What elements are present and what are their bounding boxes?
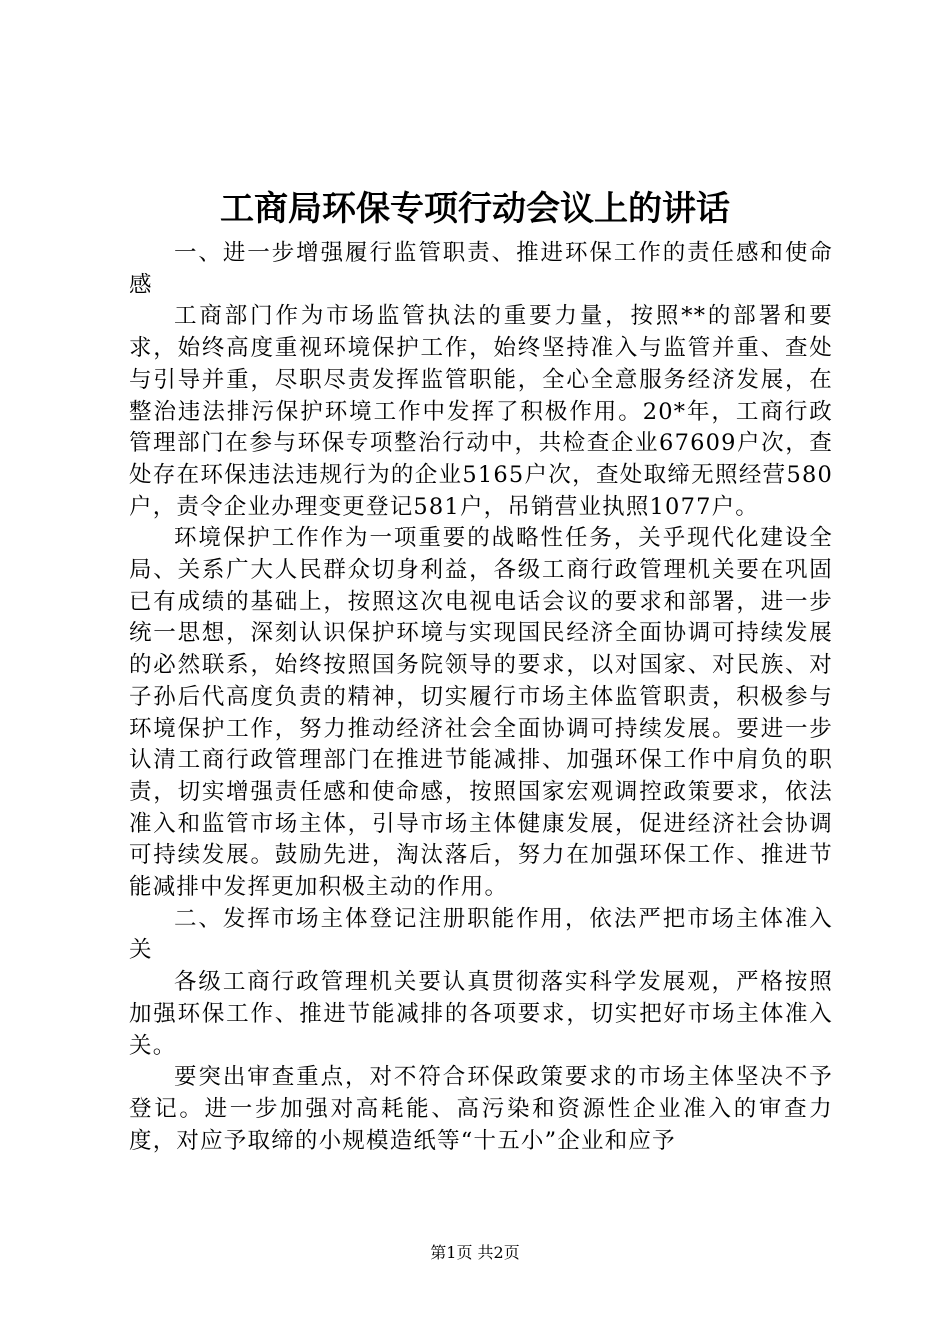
section-heading-1: 一、进一步增强履行监管职责、推进环保工作的责任感和使命感 xyxy=(129,240,833,298)
document-title: 工商局环保专项行动会议上的讲话 xyxy=(220,189,730,229)
body-paragraph: 要突出审查重点，对不符合环保政策要求的市场主体坚决不予登记。进一步加强对高耗能、高污染和资源性企业准入的审查力度，对应予取缔的小规模造纸等“十五小”企业和应予 xyxy=(129,1064,833,1154)
body-paragraph: 工商部门作为市场监管执法的重要力量，按照**的部署和要求，始终高度重视环境保护工作，始终坚持准入与监管并重、查处与引导并重，尽职尽责发挥监管职能，全心全意服务经济发展，在整治违法排污保护环境工作中发挥了积极作用。20*年，工商行政管理部门在参与环保专项整治行动中，共检查企业67609户次，查处存在环保违法违规行为的企业5165户次，查处取缔无照经营580户，责令企业办理变更登记581户，吊销营业执照1077户。 xyxy=(129,303,833,520)
section-heading-2: 二、发挥市场主体登记注册职能作用，依法严把市场主体准入关 xyxy=(129,905,833,964)
document-body xyxy=(129,238,833,1157)
body-paragraph: 环境保护工作作为一项重要的战略性任务，关乎现代化建设全局、关系广大人民群众切身利益，各级工商行政管理机关要在巩固已有成绩的基础上，按照这次电视电话会议的要求和部署，进一步统一思想，深刻认识保护环境与实现国民经济全面协调可持续发展的必然联系，始终按照国务院领导的要求，以对国家、对民族、对子孙后代高度负责的精神，切实履行市场主体监管职责，积极参与环境保护工作，努力推动经济社会全面协调可持续发展。要进一步认清工商行政管理部门在推进节能减排、加强环保工作中肩负的职责，切实增强责任感和使命感，按照国家宏观调控政策要求，依法准入和监管市场主体，引导市场主体健康发展，促进经济社会协调可持续发展。鼓励先进，淘汰落后，努力在加强环保工作、推进节能减排中发挥更加积极主动的作用。 xyxy=(129,525,833,901)
page-number-footer: 第1页 共2页 xyxy=(430,1243,520,1262)
body-paragraph: 各级工商行政管理机关要认真贯彻落实科学发展观，严格按照加强环保工作、推进节能减排的各项要求，切实把好市场主体准入关。 xyxy=(129,969,833,1059)
